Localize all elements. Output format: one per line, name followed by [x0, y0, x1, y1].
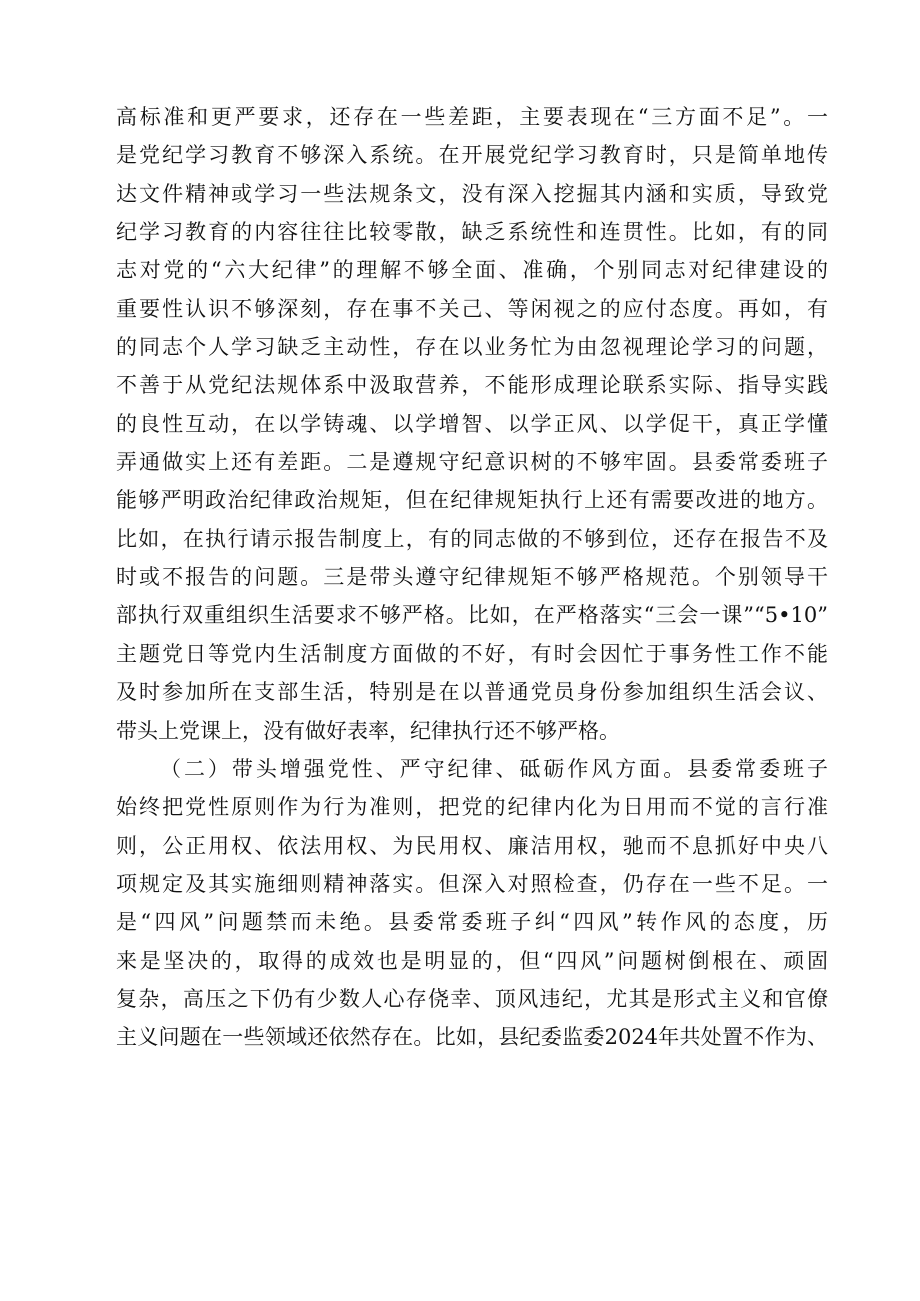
text-line: 项规定及其实施细则精神落实。但深入对照检查，仍存在一些不足。一: [116, 871, 828, 896]
text-line: 纪学习教育的内容往往比较零散，缺乏系统性和连贯性。比如，有的同: [116, 220, 828, 245]
text-line: 时或不报告的问题。三是带头遵守纪律规矩不够严格规范。个别领导干: [116, 565, 828, 590]
text-line: 比如，在执行请示报告制度上，有的同志做的不够到位，还存在报告不及: [116, 526, 828, 551]
text-line: 及时参加所在支部生活，特别是在以普通党员身份参加组织生活会议、: [116, 680, 828, 705]
text-line: 主题党日等党内生活制度方面做的不好，有时会因忙于事务性工作不能: [116, 641, 828, 666]
text-line: 志对党的“六大纪律”的理解不够全面、准确，个别同志对纪律建设的: [116, 258, 828, 283]
document-body: [116, 98, 828, 1057]
text-line: 始终把党性原则作为行为准则，把党的纪律内化为日用而不觉的言行准: [116, 795, 828, 820]
text-line: 的良性互动，在以学铸魂、以学增智、以学正风、以学促干，真正学懂: [116, 411, 828, 436]
text-line: 主义问题在一些领域还依然存在。比如，县纪委监委2024年共处置不作为、: [116, 1025, 828, 1050]
text-line: 是“四风”问题禁而未绝。县委常委班子纠“四风”转作风的态度，历: [116, 910, 828, 935]
text-line: 能够严明政治纪律政治规矩，但在纪律规矩执行上还有需要改进的地方。: [116, 488, 828, 513]
text-line: 来是坚决的，取得的成效也是明显的，但“四风”问题树倒根在、顽固: [116, 948, 828, 973]
section-heading-line: （二）带头增强党性、严守纪律、砥砺作风方面。县委常委班子: [160, 756, 828, 781]
text-line: 则，公正用权、依法用权、为民用权、廉洁用权，驰而不息抓好中央八: [116, 833, 828, 858]
text-line: 复杂，高压之下仍有少数人心存侥幸、顶风违纪，尤其是形式主义和官僚: [116, 986, 828, 1011]
paragraph-1: [116, 98, 828, 750]
text-line: 的同志个人学习缺乏主动性，存在以业务忙为由忽视理论学习的问题，: [116, 335, 828, 360]
text-line: 不善于从党纪法规体系中汲取营养，不能形成理论联系实际、指导实践: [116, 373, 828, 398]
text-line: 弄通做实上还有差距。二是遵规守纪意识树的不够牢固。县委常委班子: [116, 450, 828, 475]
text-line: 带头上党课上，没有做好表率，纪律执行还不够严格。: [116, 718, 620, 743]
text-line: 是党纪学习教育不够深入系统。在开展党纪学习教育时，只是简单地传: [116, 143, 828, 168]
text-line: 重要性认识不够深刻，存在事不关己、等闲视之的应付态度。再如，有: [116, 296, 828, 321]
text-line: 高标准和更严要求，还存在一些差距，主要表现在“三方面不足”。一: [116, 105, 828, 129]
text-line: 达文件精神或学习一些法规条文，没有深入挖掘其内涵和实质，导致党: [116, 181, 828, 206]
paragraph-2: [116, 750, 828, 1057]
text-line: 部执行双重组织生活要求不够严格。比如，在严格落实“三会一课”“5•10”: [116, 603, 828, 628]
